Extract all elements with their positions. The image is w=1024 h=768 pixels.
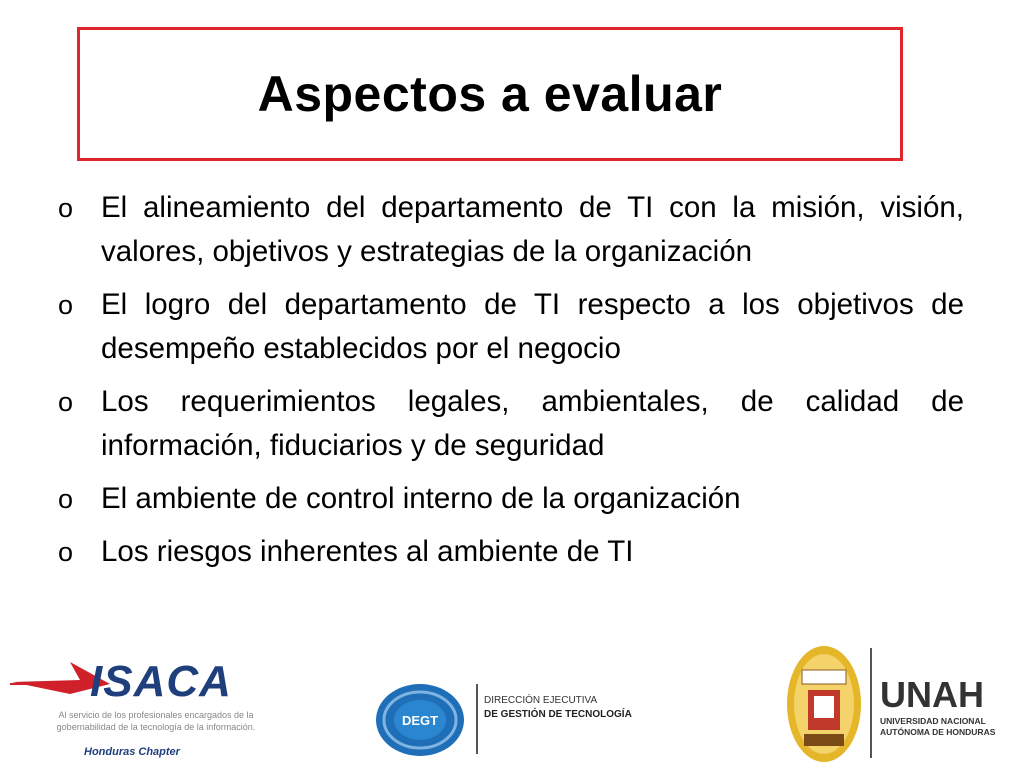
bullet-item xyxy=(58,283,964,371)
bullet-marker: o xyxy=(58,484,74,514)
bullet-marker: o xyxy=(58,193,74,223)
isaca-wordmark: ISACA xyxy=(90,657,232,706)
bullet-text: Los riesgos inherentes al ambiente de TI xyxy=(101,535,634,568)
bullet-text: El alineamiento del departamento de TI con la misión, visión, valores, objetivos y estrategias de la organización xyxy=(101,191,964,268)
bullet-item xyxy=(58,186,964,274)
degt-logo xyxy=(372,676,672,764)
unah-seal-icon xyxy=(784,640,868,766)
bullet-text: El ambiente de control interno de la organización xyxy=(101,482,741,515)
degt-divider xyxy=(476,684,478,754)
slide-title: Aspectos a evaluar xyxy=(257,66,723,122)
title-box xyxy=(77,27,903,161)
unah-line-1: UNIVERSIDAD NACIONAL xyxy=(880,716,986,726)
bullet-item xyxy=(58,477,964,521)
bullet-text: Los requerimientos legales, ambientales, de calidad de información, fiduciarios y de seguridad xyxy=(101,385,964,462)
isaca-chapter: Honduras Chapter xyxy=(84,746,180,758)
degt-globe-icon xyxy=(372,676,468,764)
unah-logo xyxy=(784,640,1024,768)
bullet-item xyxy=(58,380,964,468)
isaca-logo xyxy=(10,652,280,764)
bullet-text: El logro del departamento de TI respecto a los objetivos de desempeño establecidos por el negocio xyxy=(101,288,964,365)
bullet-marker: o xyxy=(58,537,74,567)
unah-line-2: AUTÓNOMA DE HONDURAS xyxy=(880,727,996,737)
degt-badge-text: DEGT xyxy=(401,713,439,728)
bullet-item xyxy=(58,530,964,574)
bullet-marker: o xyxy=(58,387,74,417)
degt-line-1: DIRECCIÓN EJECUTIVA xyxy=(484,695,598,706)
bullet-list xyxy=(58,186,964,583)
isaca-tagline: Al servicio de los profesionales encargados de la gobernabilidad de la tecnología de la información. xyxy=(56,710,256,732)
degt-line-2: DE GESTIÓN DE TECNOLOGÍA xyxy=(484,709,632,720)
unah-divider xyxy=(870,648,872,758)
bullet-marker: o xyxy=(58,290,74,320)
unah-wordmark: UNAH xyxy=(880,674,984,715)
